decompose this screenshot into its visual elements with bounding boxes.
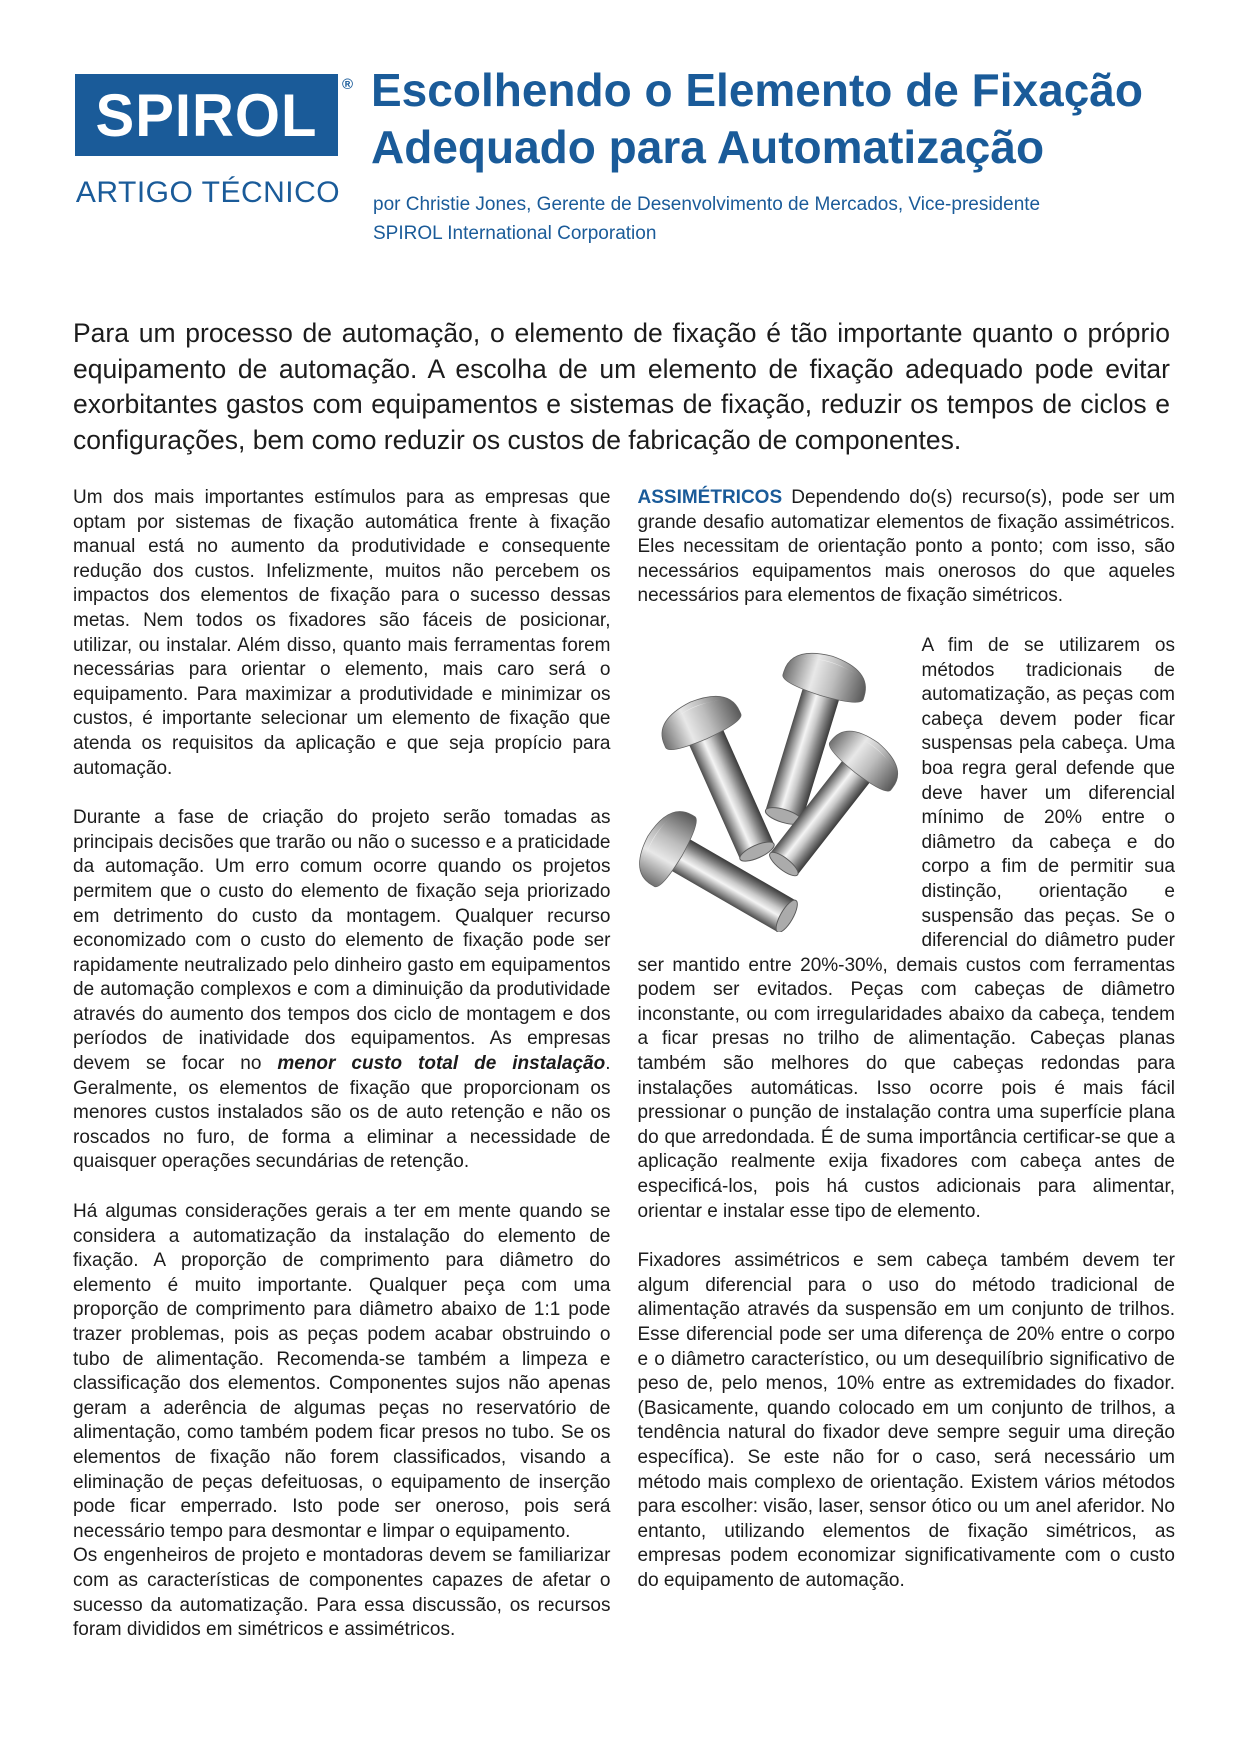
page-title [371,62,1191,176]
section-heading-assimetricos: ASSIMÉTRICOS [637,487,783,508]
left-paragraph-4: Os engenheiros de projeto e montadoras devem se familiarizar com as características de componentes capazes de afetar o sucesso da automatização. Para essa discussão, os recursos foram divididos em simétricos e assimétricos. [73,1545,611,1641]
byline [373,190,1153,248]
byline-company: SPIROL International Corporation [373,223,657,244]
right-column [638,486,1176,1668]
spirol-logo [75,74,338,156]
spirol-logo-text: SPIROL [95,81,318,149]
rivets-illustration [638,636,910,932]
left-paragraph-2-end: . Geralmente, os elementos de fixação que proporcionam os menores custos instalados são os de auto retenção e não os roscados no furo, de forma a eliminar a necessidade de quaisquer operações secundárias de retenção. [73,1053,611,1173]
right-paragraph-1 [638,486,1176,609]
intro-paragraph: Para um processo de automação, o elemento de fixação é tão importante quanto o próprio equipamento de automação. A escolha de um elemento de fixação adequado pode evitar exorbitantes gastos com equipamentos e sistemas de fixação, reduzir os tempos de ciclos e configurações, bem como reduzir os custos de fabricação de componentes. [73,318,1170,455]
registered-trademark-icon: ® [342,76,354,93]
left-paragraph-3: Há algumas considerações gerais a ter em mente quando se considera a automatização da instalação do elemento de fixação. A proporção de comprimento para diâmetro do elemento é muito importante. Qualquer peça com uma proporção de comprimento para diâmetro abaixo de 1:1 pode trazer problemas, pois as peças podem acabar obstruindo o tubo de alimentação. Recomenda-se também a limpeza e classificação dos elementos. Componentes sujos não apenas geram a aderência de algumas peças no reservatório de alimentação, como também podem ficar presos no tubo. Se os elementos de fixação não forem classificados, visando a eliminação de peças defeituosas, o equipamento de inserção pode ficar emperrado. Isto pode ser oneroso, pois será necessário tempo para desmontar e limpar o equipamento. [73,1201,611,1542]
left-paragraph-1: Um dos mais importantes estímulos para as empresas que optam por sistemas de fixação automática frente à fixação manual está no aumento da produtividade e consequente redução dos custos. Infelizmente, muitos não percebem os impactos dos elementos de fixação para o sucesso dessas metas. Nem todos os fixadores são fáceis de posicionar, utilizar, ou instalar. Além disso, quanto mais ferramentas forem necessárias para orientar o elemento, mais caro será o equipamento. Para maximizar a produtividade e minimizar os custos, é importante selecionar um elemento de fixação que atenda os requisitos da aplicação e que seja propício para automação. [73,487,611,779]
article-tagline: ARTIGO TÉCNICO [75,176,341,209]
left-paragraph-2 [73,806,611,1175]
left-paragraph-2-text: Durante a fase de criação do projeto serão tomadas as principais decisões que trarão ou não o sucesso e a praticidade da automação. Um erro comum ocorre quando os projetos permitem que o custo do elemento de fixação seja priorizado em detrimento do custo da montagem. Qualquer recurso economizado com o custo do elemento de fixação pode ser rapidamente neutralizado pelo dinheiro gasto em equipamentos de automação complexos e com a diminuição da produtividade através do aumento dos tempos dos ciclo de montagem e dos períodos de inatividade dos equipamentos. As empresas devem se focar no [73,807,611,1075]
emphasis-lowest-installed-cost: menor custo total de instalação [277,1053,606,1075]
right-paragraph-1-text: Dependendo do(s) recurso(s), pode ser um grande desafio automatizar elementos de fixação assimétricos. Eles necessitam de orientação ponto a ponto; com isso, são necessários equipamentos mais onerosos do que aqueles necessários para elementos de fixação simétricos. [637,487,1175,607]
page-title-line2: Adequado para Automatização [371,121,1045,173]
byline-author: por Christie Jones, Gerente de Desenvolvimento de Mercados, Vice-presidente [373,194,1041,215]
right-paragraph-2 [638,634,1176,1224]
page-title-line1: Escolhendo o Elemento de Fixação [371,64,1143,116]
article-body [73,486,1175,1668]
rivets-photo [638,636,910,932]
left-column [73,486,611,1668]
right-paragraph-3: Fixadores assimétricos e sem cabeça também devem ter algum diferencial para o uso do método tradicional de alimentação através da suspensão em um conjunto de trilhos. Esse diferencial pode ser uma diferença de 20% entre o corpo e o diâmetro característico, ou um desequilíbrio significativo de peso de, pelo menos, 10% entre as extremidades do fixador. (Basicamente, quando colocado em um conjunto de trilhos, a tendência natural do fixador deve sempre seguir uma direção específica). Se este não for o caso, será necessário um método mais complexo de orientação. Existem vários métodos para escolher: visão, laser, sensor ótico ou um anel aferidor. No entanto, utilizando elementos de fixação simétricos, as empresas podem economizar significativamente com o custo do equipamento de automação. [637,1250,1175,1591]
right-paragraph-2-text: A fim de se utilizarem os métodos tradicionais de automatização, as peças com cabeça devem poder ficar suspensas pela cabeça. Uma boa regra geral defende que deve haver um diferencial mínimo de 20% entre o diâmetro da cabeça e do corpo a fim de permitir sua distinção, orientação e suspensão das peças. Se o diferencial do diâmetro puder ser mantido entre 20%-30%, demais custos com ferramentas podem ser evitados. Peças com cabeças de diâmetro inconstante, ou com irregularidades abaixo da cabeça, tendem a ficar presas no trilho de alimentação. Cabeças planas também são melhores do que cabeças redondas para instalações automáticas. Isso ocorre pois é mais fácil pressionar o punção de instalação contra uma superfície plana do que arredondada. É de suma importância certificar-se que a aplicação realmente exija fixadores com cabeça antes de especificá-los, pois há custos adicionais para alimentar, orientar e instalar esse tipo de elemento. [637,634,1175,1222]
